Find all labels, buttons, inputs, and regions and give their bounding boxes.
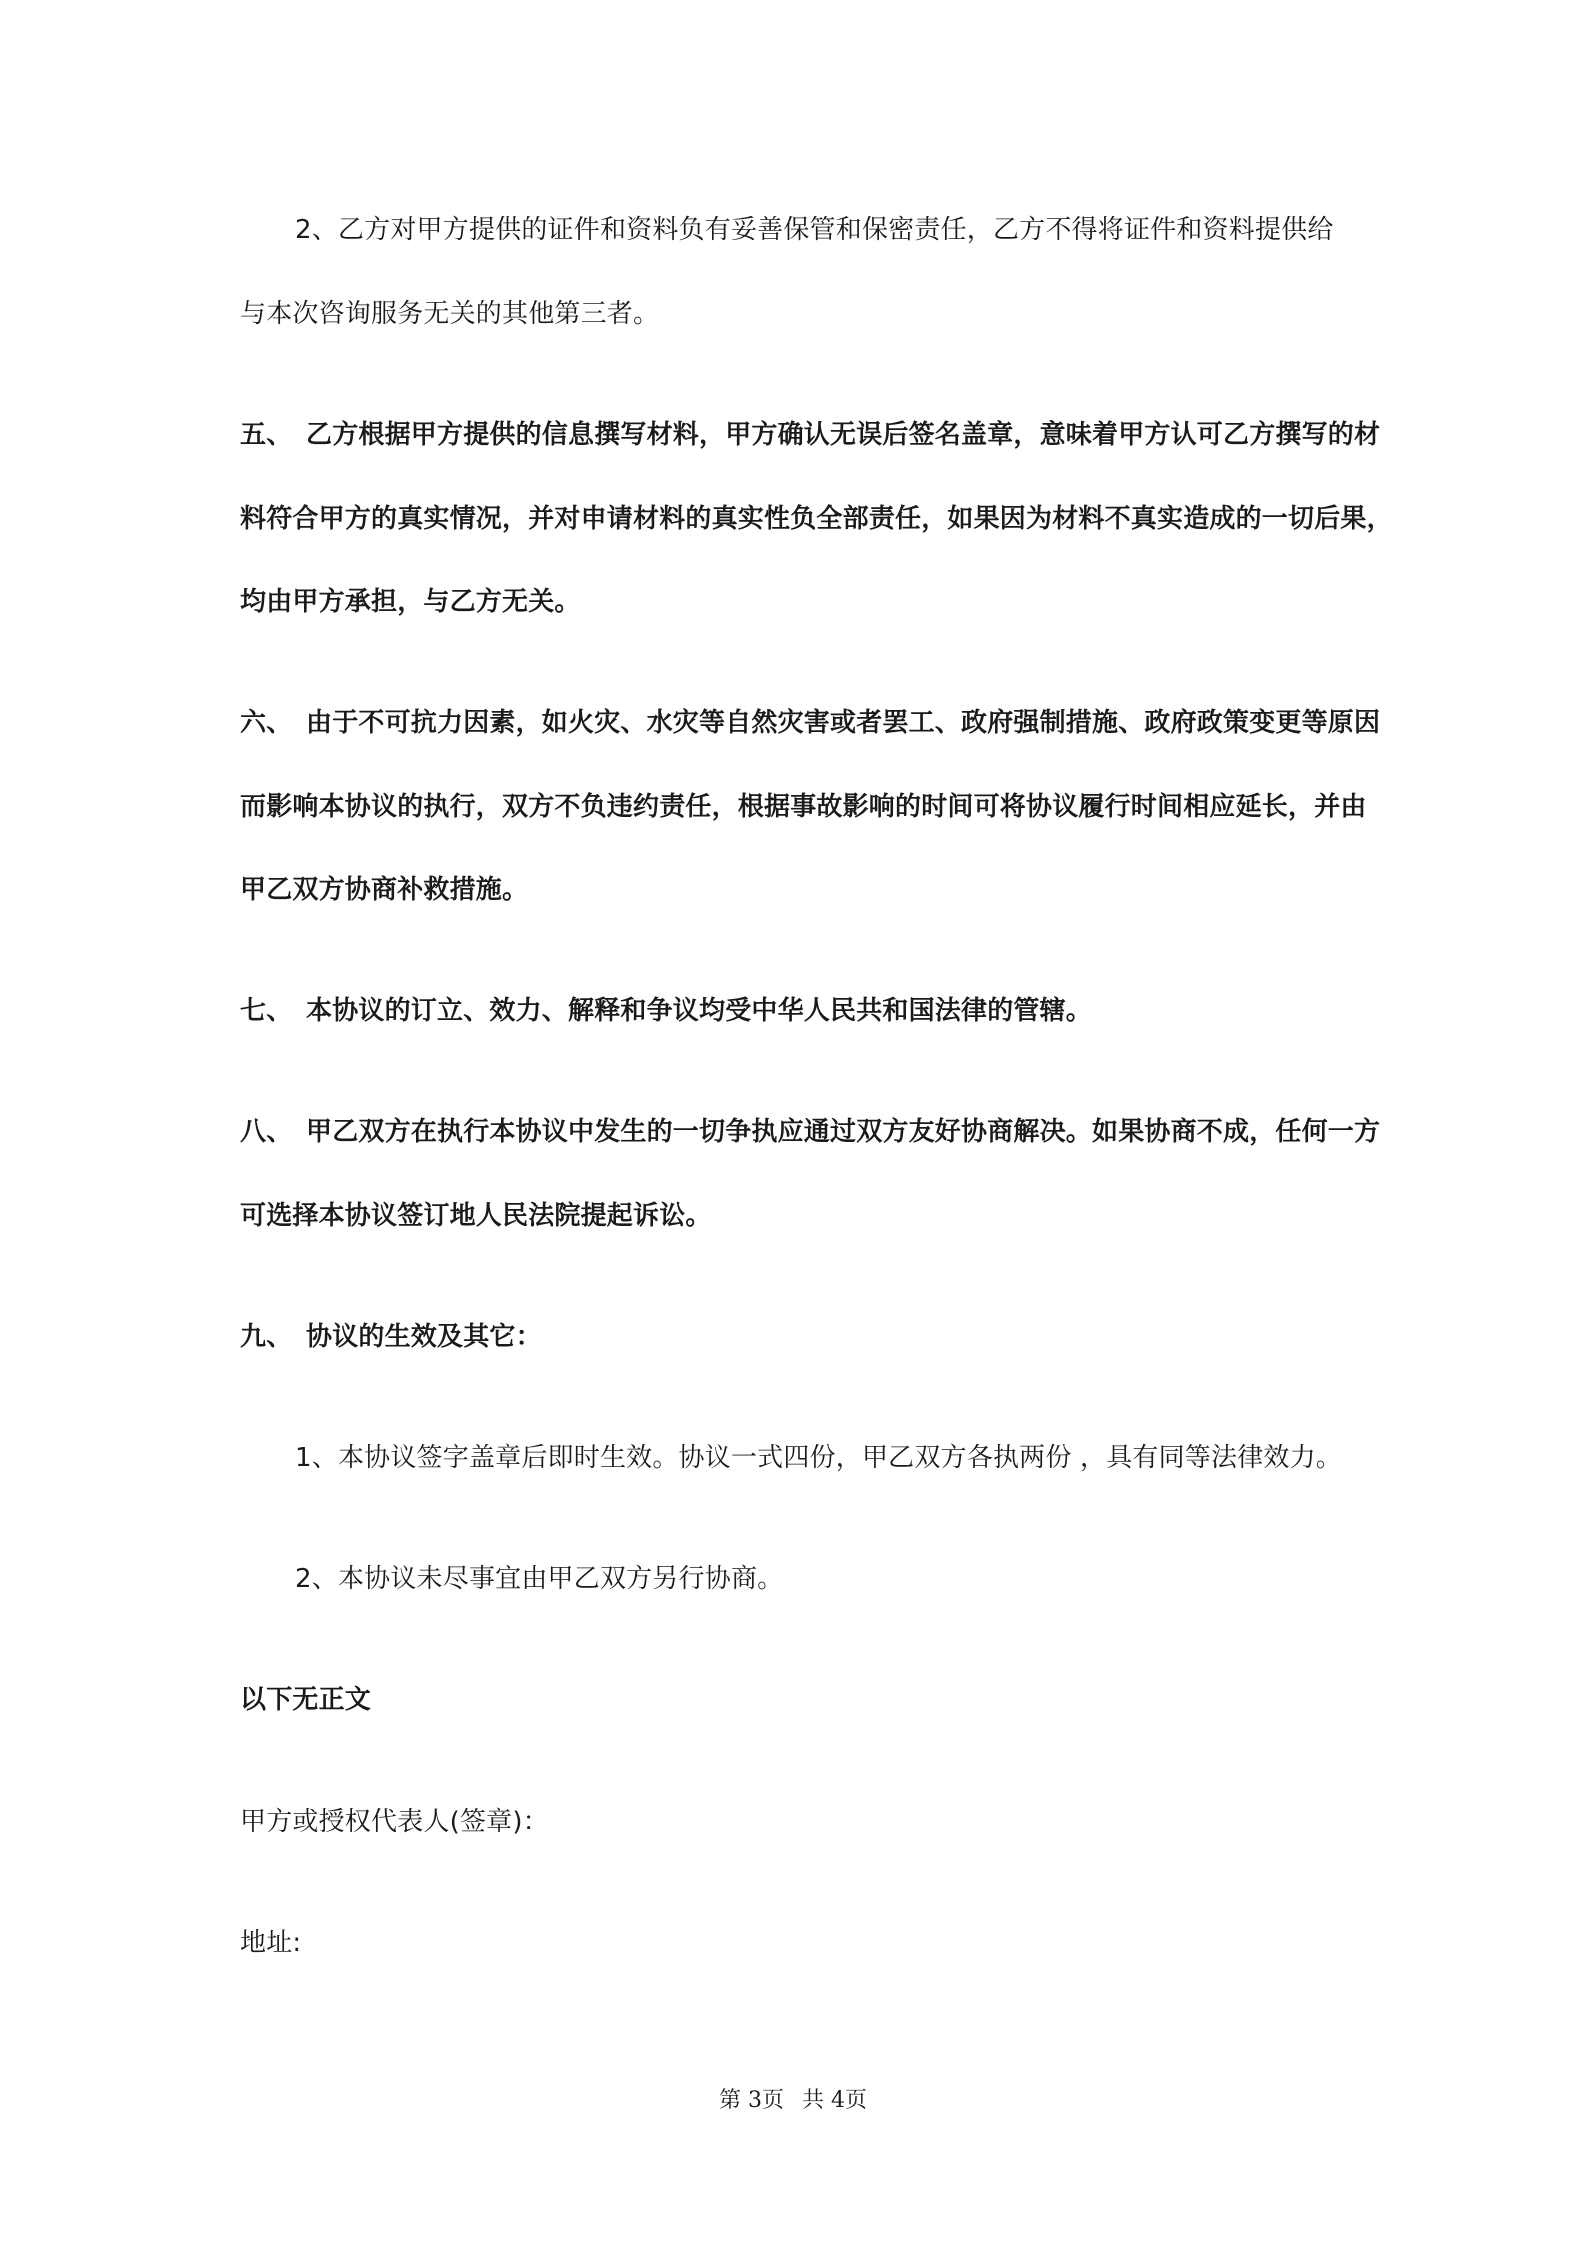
clause4-item2-line2: 与本次咨询服务无关的其他第三者。 — [240, 299, 660, 329]
clause6-line3: 甲乙双方协商补救措施。 — [240, 875, 529, 905]
clause8-number: 八、 — [240, 1117, 293, 1147]
clause7-number: 七、 — [240, 996, 293, 1026]
clause8-text-line1: 甲乙双方在执行本协议中发生的一切争执应通过双方友好协商解决。如果协商不成，任何一方 — [306, 1117, 1381, 1147]
clause6-line2: 而影响本协议的执行，双方不负违约责任，根据事故影响的时间可将协议履行时间相应延长，并由 — [240, 792, 1367, 822]
clause5-number: 五、 — [240, 420, 293, 450]
clause5-line1 — [240, 418, 1380, 452]
clause4-item2-line1: 2、乙方对甲方提供的证件和资料负有妥善保管和保密责任，乙方不得将证件和资料提供给 — [295, 215, 1334, 245]
clause9-heading — [240, 1320, 542, 1354]
end-note: 以下无正文 — [240, 1685, 372, 1715]
clause7-line1 — [240, 994, 1092, 1028]
page-number-total: 共 4页 — [802, 2088, 867, 2113]
clause8-line1 — [240, 1115, 1380, 1149]
clause5-line2: 料符合甲方的真实情况，并对申请材料的真实性负全部责任，如果因为材料不真实造成的一切后果， — [240, 504, 1393, 534]
signature-address: 地址: — [240, 1928, 302, 1958]
clause5-line3: 均由甲方承担，与乙方无关。 — [240, 587, 581, 617]
page-footer — [0, 2087, 1586, 2115]
clause6-text-line1: 由于不可抗力因素，如火灾、水灾等自然灾害或者罢工、政府强制措施、政府政策变更等原因 — [306, 708, 1381, 738]
clause5-text-line1: 乙方根据甲方提供的信息撰写材料，甲方确认无误后签名盖章，意味着甲方认可乙方撰写的材 — [306, 420, 1381, 450]
signature-party-a: 甲方或授权代表人(签章)： — [240, 1807, 549, 1837]
page-number-current: 第 3页 — [719, 2088, 784, 2113]
clause9-item1: 1、本协议签字盖章后即时生效。协议一式四份，甲乙双方各执两份 ，具有同等法律效力。 — [295, 1443, 1343, 1473]
clause9-number: 九、 — [240, 1322, 293, 1352]
clause9-title: 协议的生效及其它： — [306, 1322, 542, 1352]
clause9-item2: 2、本协议未尽事宜由甲乙双方另行协商。 — [295, 1564, 784, 1594]
clause8-line2: 可选择本协议签订地人民法院提起诉讼。 — [240, 1201, 712, 1231]
clause6-line1 — [240, 706, 1380, 740]
clause6-number: 六、 — [240, 708, 293, 738]
clause7-text-line1: 本协议的订立、效力、解释和争议均受中华人民共和国法律的管辖。 — [306, 996, 1093, 1026]
